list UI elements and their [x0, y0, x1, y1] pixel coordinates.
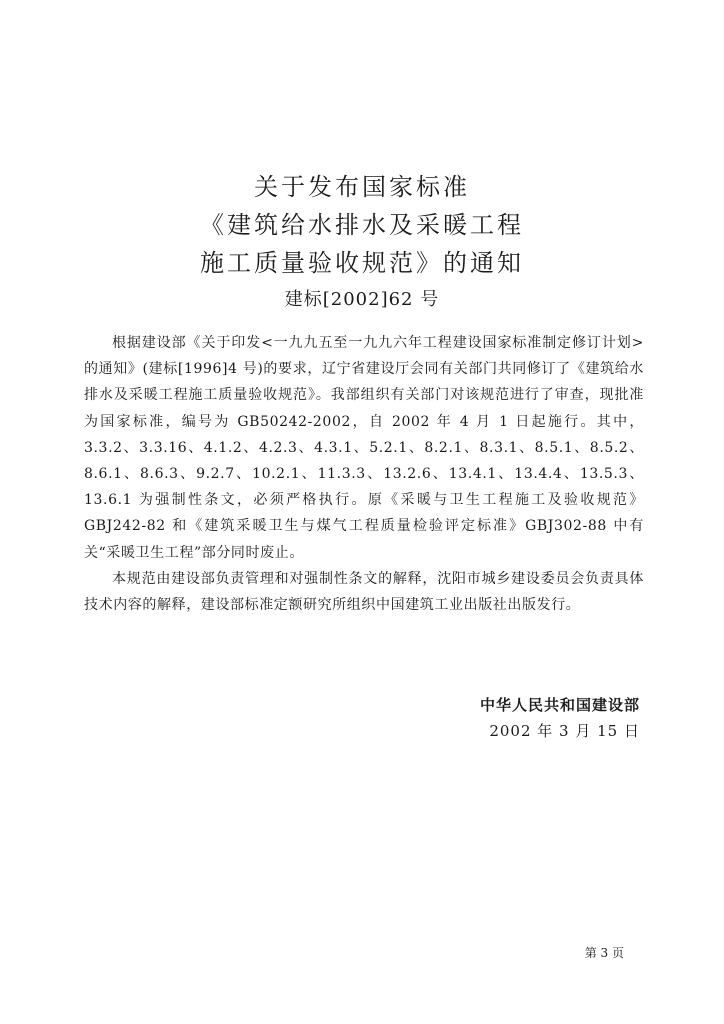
page-number: 第 3 页	[584, 946, 624, 960]
body-paragraph-1: 根据建设部《关于印发<一九九五至一九九六年工程建设国家标准制定修订计划>的通知》(建标[1996]4 号)的要求，辽宁省建设厅会同有关部门共同修订了《建筑给水排水及采暖工程施工质量验收规范》。我部组织有关部门对该规范进行了审查，现批准为国家标准，编号为 GB50242-2002，自 2002 年 4 月 1 日起施行。其中，3.3.2、3.3.16、4.1.2、4.2.3、4.3.1、5.2.1、8.2.1、8.3.1、8.5.1、8.5.2、8.6.1、8.6.3、9.2.7、10.2.1、11.3.3、13.2.6、13.4.1、13.4.4、13.5.3、13.6.1 为强制性条文，必须严格执行。原《采暖与卫生工程施工及验收规范》GBJ242-82 和《建筑采暖卫生与煤气工程质量检验评定标准》GBJ302-88 中有关“采暖卫生工程”部分同时废止。	[84, 335, 644, 561]
document-number: 建标[2002]62 号	[284, 289, 440, 310]
issue-date: 2002 年 3 月 15 日	[489, 722, 640, 740]
notice-title-block	[0, 168, 724, 314]
title-line-1: 关于发布国家标准	[254, 173, 470, 201]
body-paragraph-2: 本规范由建设部负责管理和对强制性条文的解释，沈阳市城乡建设委员会负责具体技术内容的解释，建设部标准定额研究所组织中国建筑工业出版社出版发行。	[84, 570, 644, 614]
signature-block	[480, 692, 640, 744]
issuing-authority: 中华人民共和国建设部	[479, 696, 640, 714]
title-line-2: 《建筑给水排水及采暖工程	[200, 211, 524, 239]
title-line-3: 施工质量验收规范》的通知	[200, 249, 524, 277]
notice-body	[84, 330, 644, 618]
